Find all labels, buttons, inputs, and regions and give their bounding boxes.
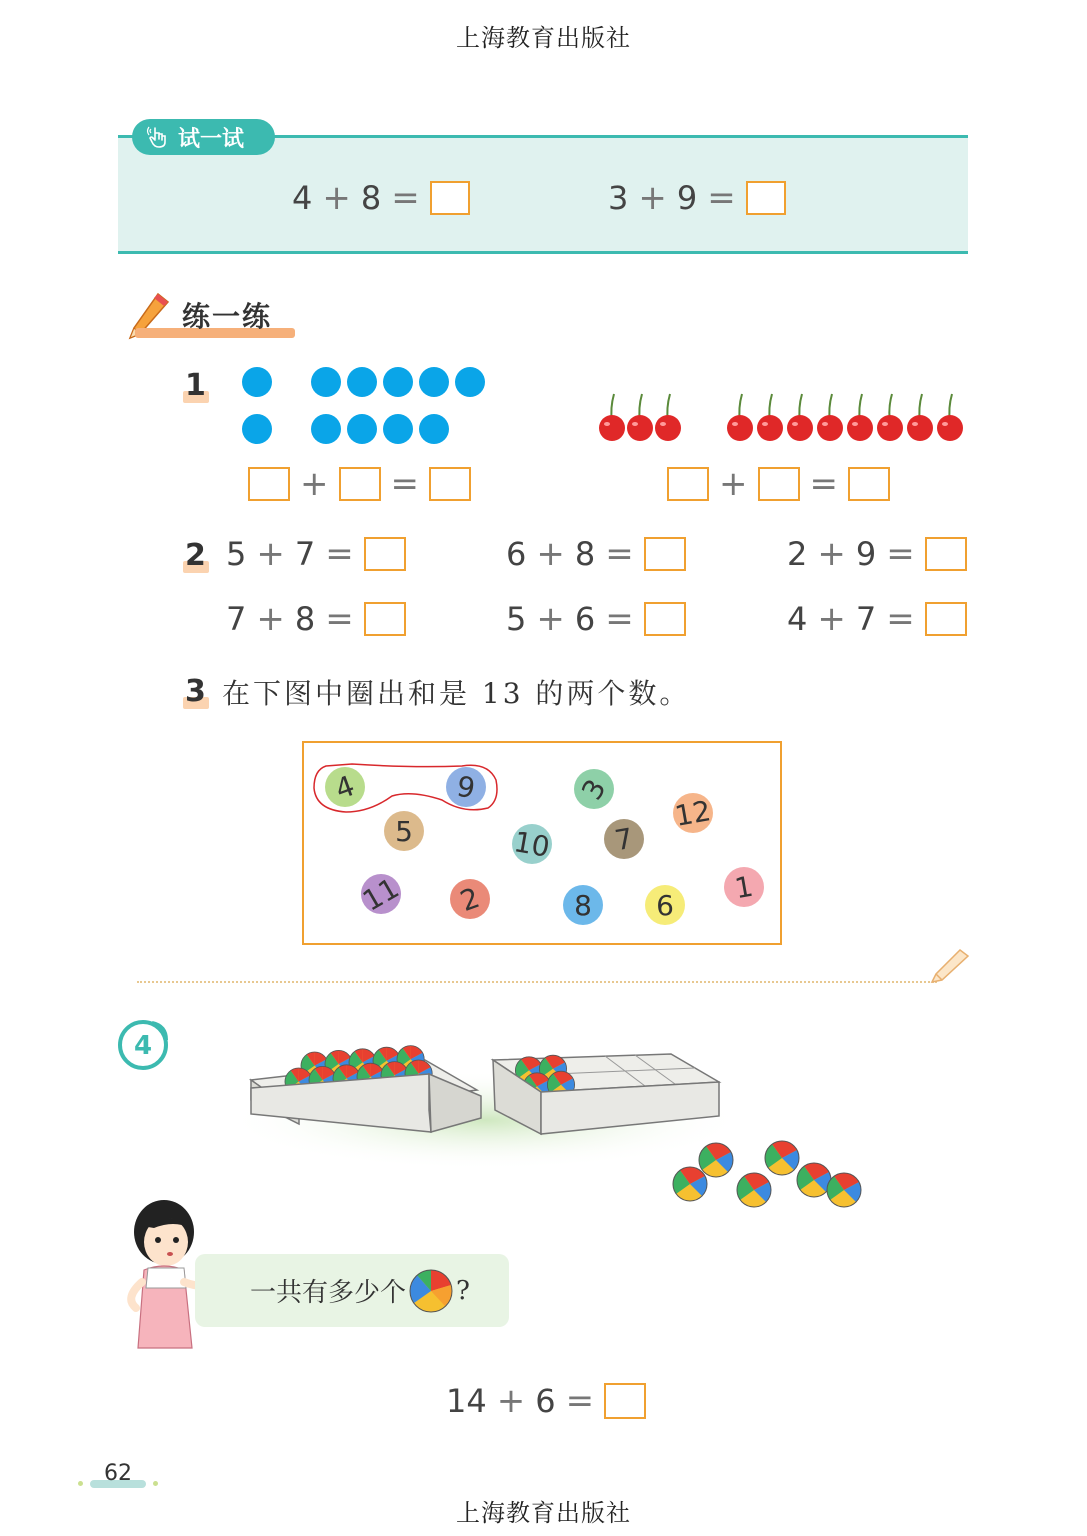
q2-equation: [226, 599, 406, 639]
operand: 8: [360, 179, 382, 217]
operand: 4: [292, 179, 313, 217]
question-4-number: 4: [133, 1031, 153, 1061]
number-ball-label: 5: [395, 814, 413, 848]
operand: 9: [855, 535, 877, 573]
operand: 7: [855, 600, 877, 638]
header-publisher: 上海教育出版社: [456, 24, 631, 52]
blue-dot: [383, 414, 413, 444]
answer-box[interactable]: [364, 602, 406, 636]
plus-sign: +: [817, 534, 846, 574]
q4-question: 一共有多少个: [250, 1278, 407, 1308]
answer-box[interactable]: [248, 467, 290, 501]
question-bubble: [195, 1254, 509, 1327]
blue-dot: [455, 367, 485, 397]
blue-dot: [242, 414, 272, 444]
question-2-number: 2: [185, 538, 206, 573]
question-3-text: 在下图中圈出和是 13 的两个数。: [222, 677, 691, 710]
question-3-number: 3: [185, 674, 206, 709]
loose-balls-illustration: [664, 1134, 874, 1214]
operand: 4: [787, 600, 808, 638]
operand: 6: [535, 1382, 556, 1420]
operand: 8: [294, 600, 316, 638]
operand: 9: [676, 179, 698, 217]
equals-sign: =: [707, 178, 736, 218]
footer-publisher: 上海教育出版社: [456, 1499, 631, 1527]
number-ball[interactable]: [673, 793, 713, 833]
number-ball[interactable]: [724, 867, 764, 907]
blue-dot: [311, 414, 341, 444]
number-ball[interactable]: [325, 767, 365, 807]
practice-title: 练一练: [182, 300, 273, 333]
blue-dot: [347, 367, 377, 397]
operand: 2: [787, 535, 808, 573]
try-it-tab: [132, 119, 275, 155]
blue-dot: [419, 367, 449, 397]
equals-sign: =: [605, 599, 634, 639]
q2-equation: [226, 534, 406, 574]
number-ball[interactable]: [645, 885, 685, 925]
operand: 6: [506, 535, 527, 573]
number-ball[interactable]: [574, 769, 614, 809]
beach-ball-icon: [408, 1268, 454, 1314]
operand: 7: [294, 535, 316, 573]
try-it-equation-2: [608, 178, 786, 218]
plus-sign: +: [638, 178, 667, 218]
answer-box[interactable]: [848, 467, 890, 501]
q2-equation: [506, 599, 686, 639]
blue-dot: [311, 367, 341, 397]
number-ball[interactable]: [604, 819, 644, 859]
number-ball-label: 11: [357, 870, 405, 918]
page-number: 62: [104, 1461, 132, 1486]
answer-box[interactable]: [604, 1383, 646, 1419]
number-ball-label: 9: [454, 769, 478, 805]
plus-sign: +: [496, 1381, 526, 1421]
small-pencil-icon: [930, 948, 970, 984]
operand: 14: [446, 1382, 487, 1420]
plus-sign: +: [256, 534, 285, 574]
answer-box[interactable]: [430, 181, 470, 215]
cherries-illustration: [596, 388, 968, 444]
blue-dot: [383, 367, 413, 397]
plus-sign: +: [300, 464, 329, 504]
try-it-label: 试一试: [178, 126, 245, 152]
operand: 6: [574, 600, 596, 638]
answer-box[interactable]: [364, 537, 406, 571]
question-1-number: 1: [185, 368, 206, 403]
answer-box[interactable]: [925, 537, 967, 571]
answer-box[interactable]: [746, 181, 786, 215]
try-it-equation-1: [292, 178, 470, 218]
operand: 5: [226, 535, 247, 573]
equals-sign: =: [391, 178, 420, 218]
equals-sign: =: [390, 464, 419, 504]
number-ball[interactable]: [450, 879, 490, 919]
decor-dot: [153, 1481, 158, 1486]
answer-box[interactable]: [644, 537, 686, 571]
equals-sign: =: [886, 599, 915, 639]
number-ball-label: 12: [672, 793, 714, 833]
number-ball[interactable]: [563, 885, 603, 925]
number-ball-label: 1: [732, 869, 756, 905]
section-divider: [137, 981, 937, 983]
number-ball-label: 4: [330, 768, 360, 806]
number-ball-label: 2: [455, 880, 485, 918]
number-ball[interactable]: [446, 767, 486, 807]
equals-sign: =: [886, 534, 915, 574]
operand: 3: [608, 179, 629, 217]
q4-question-mark: ?: [456, 1275, 470, 1306]
plus-sign: +: [256, 599, 285, 639]
operand: 8: [574, 535, 596, 573]
number-ball[interactable]: [384, 811, 424, 851]
q1-right-equation: [667, 464, 890, 504]
plus-sign: +: [817, 599, 846, 639]
blue-dot: [347, 414, 377, 444]
plus-sign: +: [719, 464, 748, 504]
answer-box[interactable]: [925, 602, 967, 636]
equals-sign: =: [605, 534, 634, 574]
plus-sign: +: [536, 599, 565, 639]
answer-box[interactable]: [667, 467, 709, 501]
q2-equation: [787, 599, 967, 639]
answer-box[interactable]: [429, 467, 471, 501]
q2-equation: [506, 534, 686, 574]
q2-equation: [787, 534, 967, 574]
equals-sign: =: [325, 534, 354, 574]
number-ball-label: 6: [656, 888, 674, 922]
q1-left-equation: [248, 464, 471, 504]
q4-equation: [446, 1381, 646, 1421]
blue-dot: [419, 414, 449, 444]
plus-sign: +: [536, 534, 565, 574]
answer-box[interactable]: [758, 467, 800, 501]
equals-sign: =: [325, 599, 354, 639]
number-ball[interactable]: [512, 824, 552, 864]
answer-box[interactable]: [644, 602, 686, 636]
number-ball[interactable]: [357, 870, 405, 918]
answer-box[interactable]: [339, 467, 381, 501]
operand: 5: [506, 600, 527, 638]
operand: 7: [226, 600, 247, 638]
decor-dot: [78, 1481, 83, 1486]
plus-sign: +: [322, 178, 351, 218]
hand-pointer-icon: [146, 125, 170, 149]
question-4-badge: [116, 1018, 170, 1072]
number-ball-label: 10: [511, 824, 553, 864]
equals-sign: =: [809, 464, 838, 504]
number-ball-label: 7: [612, 821, 636, 857]
blue-dot: [242, 367, 272, 397]
number-ball-label: 8: [574, 888, 592, 922]
number-ball-label: 3: [575, 773, 613, 805]
equals-sign: =: [565, 1381, 595, 1421]
